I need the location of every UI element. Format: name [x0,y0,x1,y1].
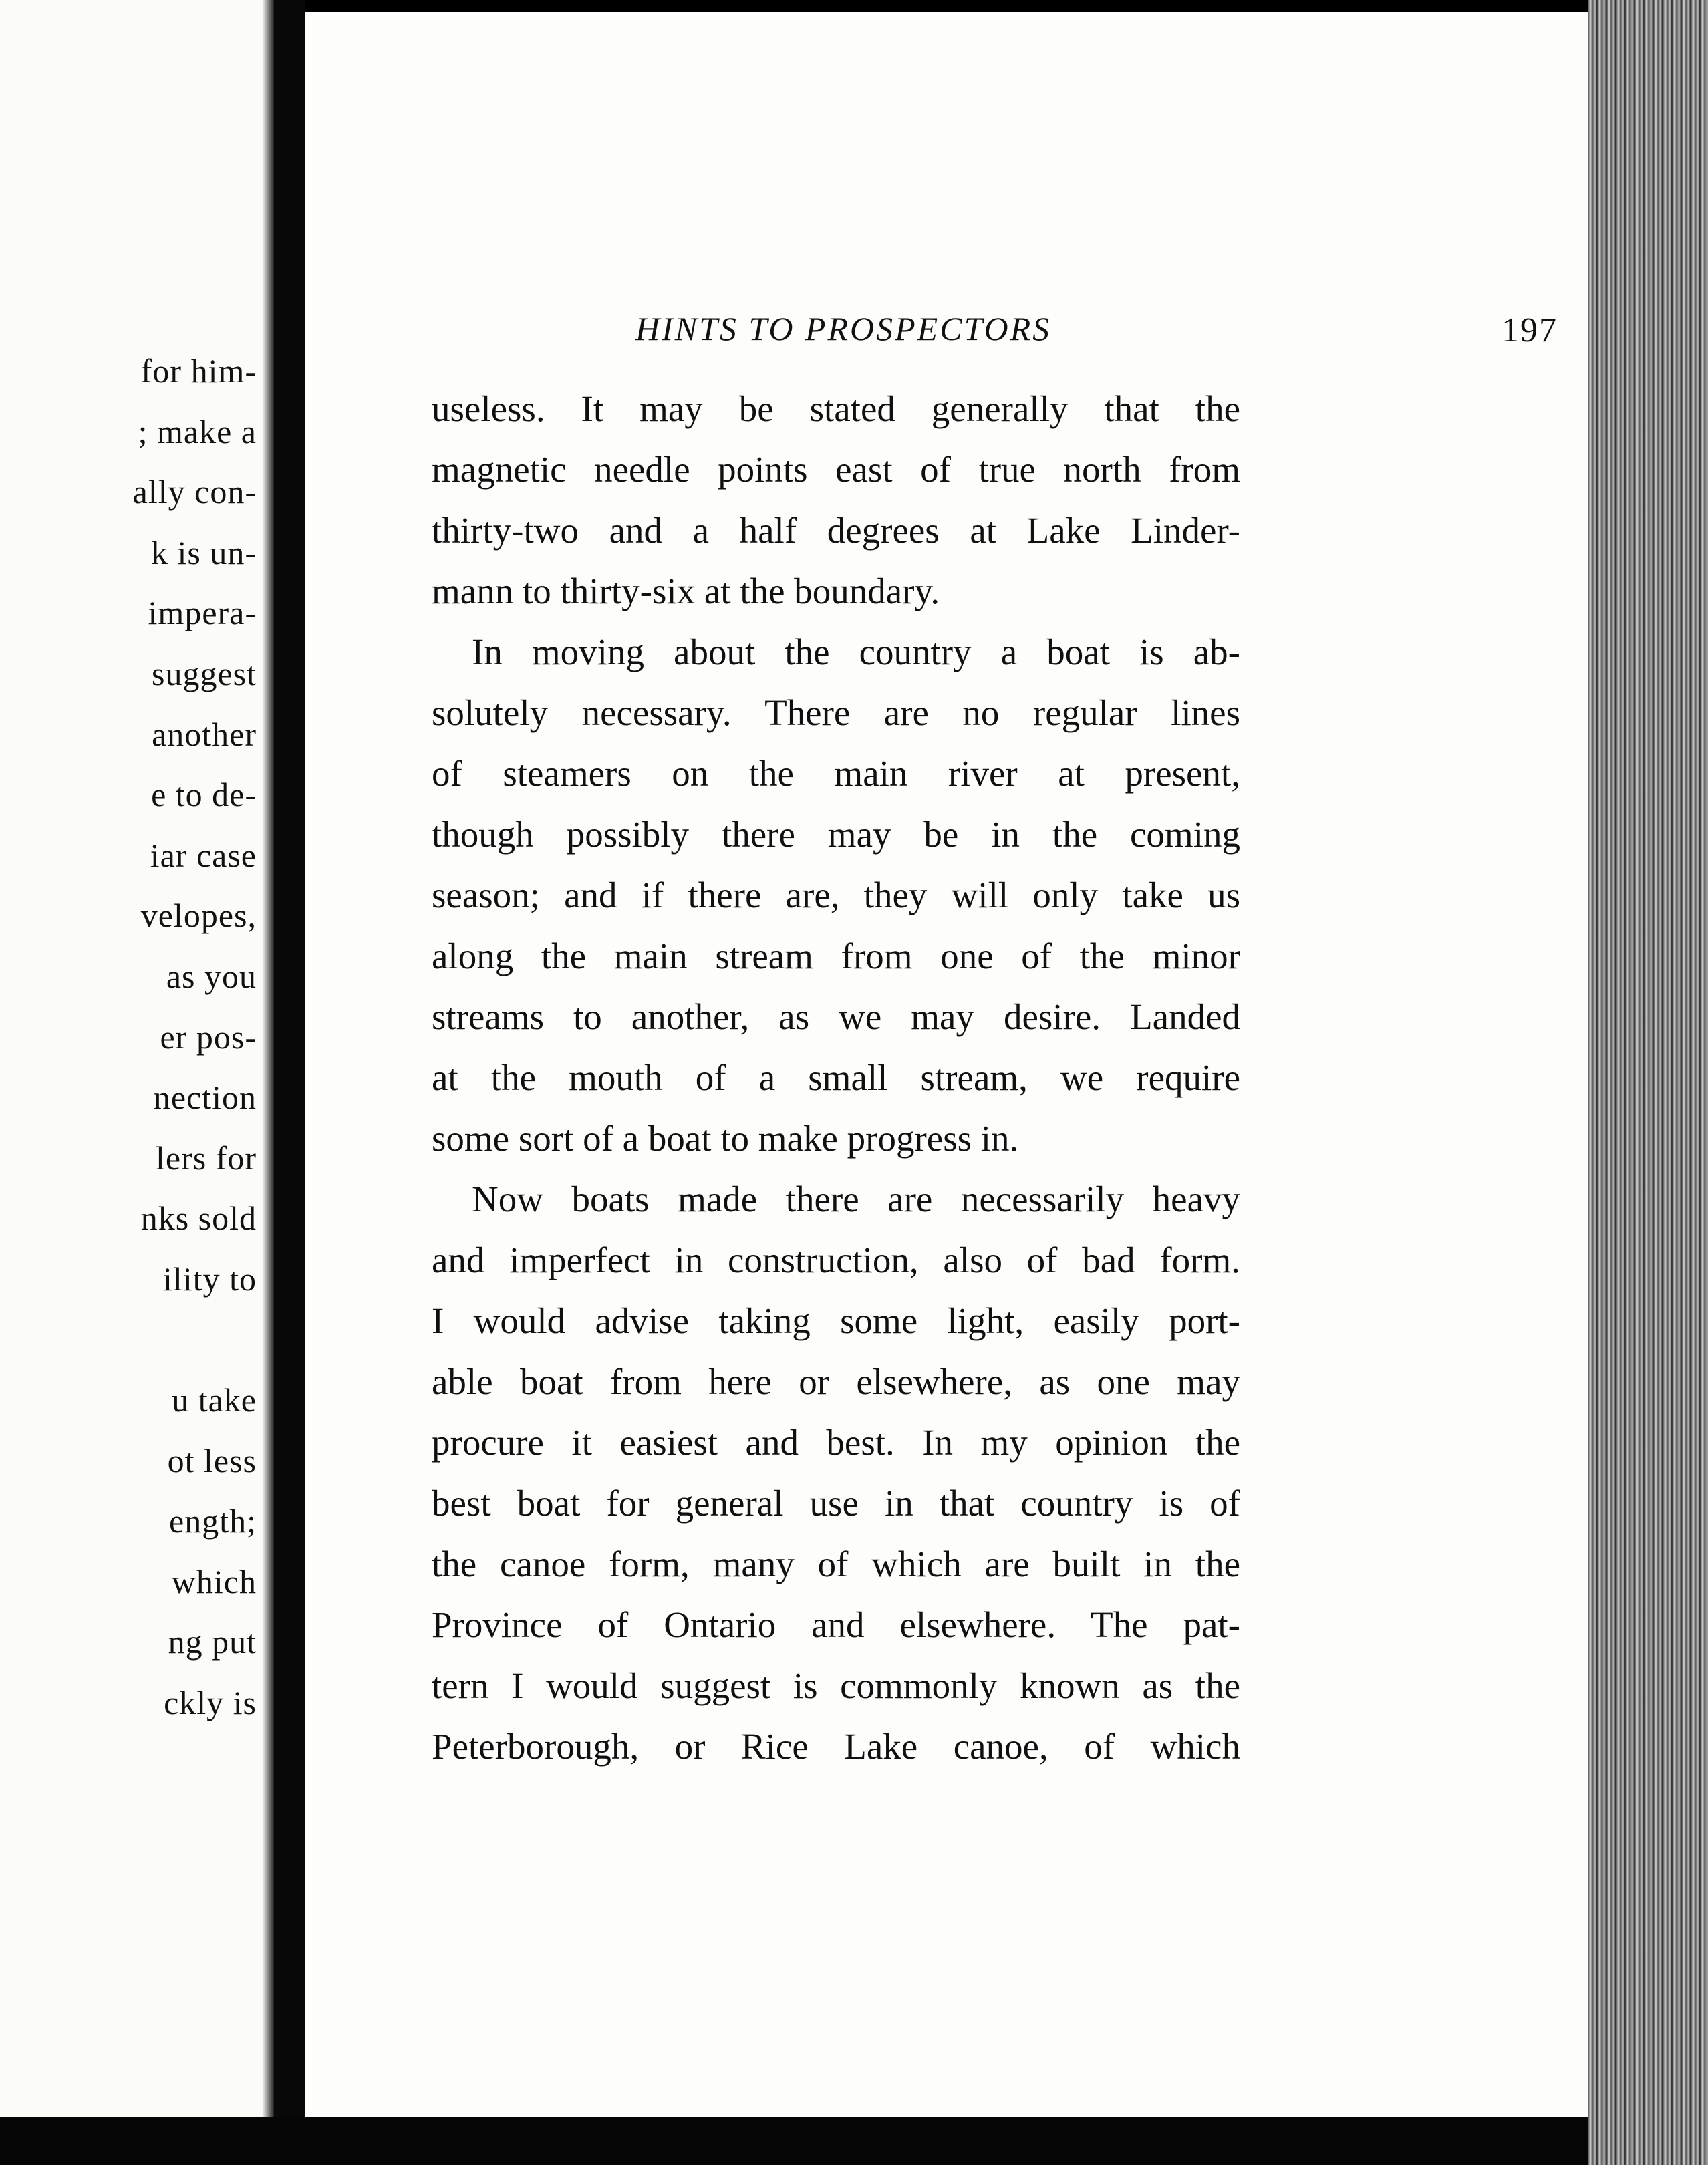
left-line: ength; [169,1502,257,1540]
text-line: season; and if there are, they will only take us [432,875,1240,915]
body-text [432,378,1240,1777]
text-line: of steamers on the main river at present, [432,753,1240,794]
left-page-text [133,341,257,1733]
text-line: Province of Ontario and elsewhere. The pat- [432,1604,1240,1645]
left-line: ng put [168,1623,257,1661]
page-number: 197 [1502,311,1558,349]
text-line: the canoe form, many of which are built in the [432,1544,1240,1584]
left-line: impera- [148,594,257,632]
left-line: for him- [140,352,257,390]
left-line: ; make a [138,412,257,450]
left-line: another [152,715,257,753]
left-line: e to de- [151,776,257,814]
left-line: u take [172,1381,257,1419]
stacked-page-edges [1588,0,1708,2165]
text-line: mann to thirty-six at the boundary. [432,571,940,611]
left-line: ckly is [164,1684,257,1722]
text-line: though possibly there may be in the coming [432,814,1240,855]
left-line: suggest [152,654,257,692]
text-line: procure it easiest and best. In my opinion the [432,1422,1240,1463]
text-line: solutely necessary. There are no regular lines [432,692,1240,733]
left-line: which [171,1562,257,1600]
text-line: and imperfect in construction, also of bad form. [432,1240,1240,1280]
left-line: velopes, [140,897,257,935]
left-line: as you [166,957,257,995]
left-line: nks sold [140,1199,257,1238]
left-line: ally con- [132,473,257,511]
page-fold-shadow [262,0,274,2165]
running-title: HINTS TO PROSPECTORS [635,310,1052,347]
text-line: along the main stream from one of the minor [432,935,1240,976]
scan-background [0,2117,1588,2165]
right-page [305,12,1588,2117]
text-line: at the mouth of a small stream, we require [432,1057,1240,1098]
book-gutter [274,0,305,2165]
text-line: able boat from here or elsewhere, as one may [432,1361,1240,1402]
text-line: In moving about the country a boat is ab- [472,631,1240,672]
text-line: some sort of a boat to make progress in. [432,1118,1019,1159]
text-line: thirty-two and a half degrees at Lake Linder- [432,510,1240,551]
text-line: Peterborough, or Rice Lake canoe, of which [432,1726,1240,1767]
text-line: tern I would suggest is commonly known as the [432,1665,1240,1706]
left-line: ot less [167,1441,257,1479]
running-head [635,309,1558,363]
text-line: magnetic needle points east of true north from [432,449,1240,490]
left-line [133,1310,257,1370]
left-line: iar case [150,836,257,874]
text-line: best boat for general use in that country is of [432,1483,1240,1524]
text-line: useless. It may be stated generally that the [432,388,1240,429]
text-line: streams to another, as we may desire. Landed [432,996,1240,1037]
text-line: I would advise taking some light, easily port- [432,1300,1240,1341]
text-line: Now boats made there are necessarily heavy [472,1179,1240,1219]
left-line: er pos- [160,1018,257,1056]
left-line: nection [153,1078,257,1117]
left-line: ility to [163,1260,257,1298]
left-line: k is un- [151,533,257,571]
left-line: lers for [156,1139,257,1177]
left-page [0,0,274,2165]
